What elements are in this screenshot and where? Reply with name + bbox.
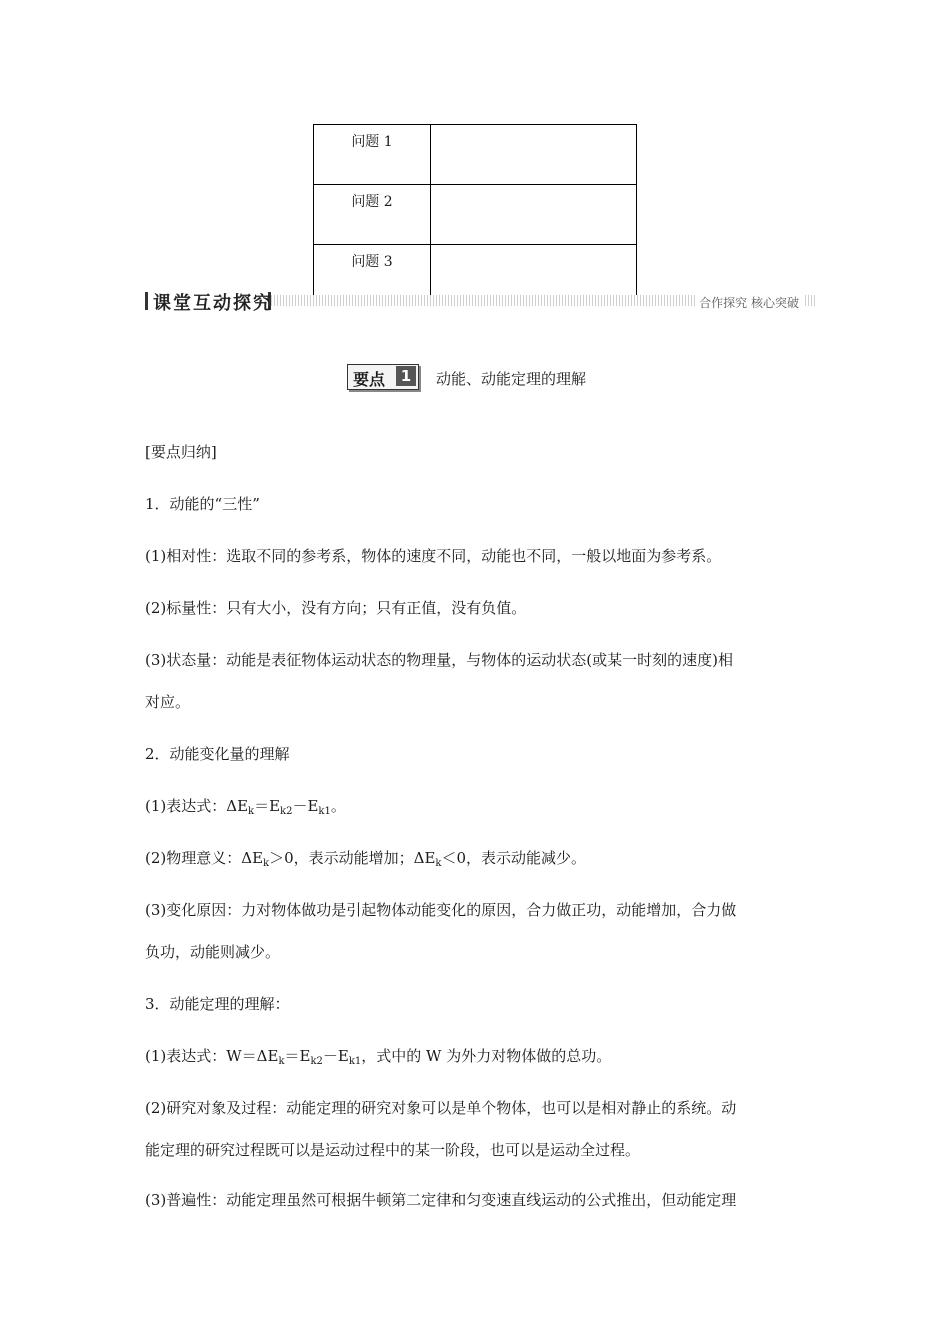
subscript: k1: [348, 1056, 362, 1067]
text: (1)表达式：W＝ΔE: [145, 1047, 279, 1065]
table-cell-label: 问题 1: [314, 125, 431, 185]
paragraph: (3)变化原因：力对物体做功是引起物体动能变化的原因，合力做正功，动能增加，合力做: [145, 901, 737, 919]
keypoint-title: 动能、动能定理的理解: [436, 370, 587, 388]
section-banner: [145, 289, 815, 313]
keypoint-number: 1: [396, 366, 416, 386]
paragraph: 对应。: [145, 693, 191, 711]
subscript: k: [278, 1056, 285, 1067]
paragraph: 负功，动能则减少。: [145, 943, 281, 961]
text: ，式中的 W 为外力对物体做的总功。: [361, 1047, 612, 1065]
subscript: k2: [310, 1056, 323, 1067]
text: ＞0，表示动能增加；ΔE: [269, 849, 436, 867]
text: －E: [292, 797, 319, 815]
banner-title: 课堂互动探究: [153, 293, 273, 314]
subscript: k2: [280, 806, 293, 817]
subscript: k1: [318, 806, 331, 817]
text: ＜0，表示动能减少。: [441, 849, 587, 867]
formula-line: [145, 1046, 611, 1072]
paragraph: 能定理的研究过程既可以是运动过程中的某一阶段，也可以是运动全过程。: [145, 1141, 641, 1159]
table-cell-answer: [431, 125, 637, 185]
text: (2)物理意义：ΔE: [145, 849, 264, 867]
paragraph: (3)状态量：动能是表征物体运动状态的物理量，与物体的运动状态(或某一时刻的速度)相: [145, 651, 733, 669]
text: ＝E: [254, 797, 281, 815]
question-table: [313, 124, 637, 305]
section-title: 1．动能的“三性”: [145, 495, 260, 513]
keypoint-badge: [347, 364, 419, 390]
table-row: [314, 125, 637, 185]
section-title: 2．动能变化量的理解: [145, 745, 290, 763]
keypoint-tag: 要点: [353, 370, 386, 389]
banner-subtitle: 合作探究 核心突破: [695, 294, 803, 311]
table-row: [314, 185, 637, 245]
formula-line: [145, 848, 586, 874]
paragraph: (3)普遍性：动能定理虽然可根据牛顿第二定律和匀变速直线运动的公式推出，但动能定理: [145, 1191, 737, 1209]
summary-heading: [要点归纳]: [145, 443, 217, 461]
subscript: k: [248, 806, 255, 817]
table-cell-label: 问题 2: [314, 185, 431, 245]
text: －E: [322, 1047, 349, 1065]
subscript: k: [263, 858, 270, 869]
text: 。: [330, 797, 346, 815]
text: ＝E: [284, 1047, 311, 1065]
paragraph: (2)研究对象及过程：动能定理的研究对象可以是单个物体，也可以是相对静止的系统。动: [145, 1099, 737, 1117]
banner-divider: [145, 292, 148, 310]
formula-line: [145, 796, 346, 822]
paragraph: (2)标量性：只有大小，没有方向；只有正值，没有负值。: [145, 599, 527, 617]
paragraph: (1)相对性：选取不同的参考系，物体的速度不同，动能也不同，一般以地面为参考系。: [145, 547, 722, 565]
table-cell-label: 问题 3: [314, 245, 431, 305]
section-title: 3．动能定理的理解：: [145, 995, 290, 1013]
subscript: k: [435, 858, 442, 869]
text: (1)表达式：ΔE: [145, 797, 249, 815]
table-cell-answer: [431, 185, 637, 245]
